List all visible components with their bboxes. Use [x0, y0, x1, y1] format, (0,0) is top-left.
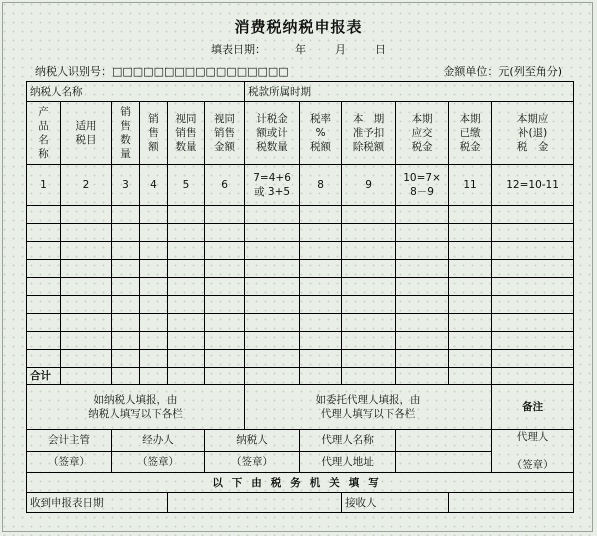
amount-unit-label: 金额单位：元(列至角分): [443, 65, 562, 78]
header-tax-item: 适用 税目: [61, 102, 112, 165]
header-tax-rate: 税率 % 税额: [300, 102, 342, 165]
remarks-label: 备注: [492, 385, 574, 430]
table-cell[interactable]: [396, 224, 449, 242]
col-num-9: 9: [342, 165, 396, 206]
total-cell[interactable]: [61, 368, 112, 385]
table-cell[interactable]: [396, 260, 449, 278]
total-cell[interactable]: [492, 368, 574, 385]
year-label: 年: [295, 43, 306, 56]
table-cell[interactable]: [245, 242, 300, 260]
table-cell[interactable]: [27, 206, 61, 224]
table-cell[interactable]: [61, 296, 112, 314]
table-cell[interactable]: [396, 314, 449, 332]
table-cell[interactable]: [112, 332, 140, 350]
table-cell[interactable]: [168, 242, 205, 260]
table-cell[interactable]: [396, 296, 449, 314]
table-cell[interactable]: [112, 224, 140, 242]
handler-label: 经办人: [112, 430, 205, 452]
total-row: [27, 368, 574, 385]
table-cell[interactable]: [300, 242, 342, 260]
agent-stamp: （签章）: [511, 459, 554, 471]
table-cell[interactable]: [61, 224, 112, 242]
col-num-5: 5: [168, 165, 205, 206]
total-cell[interactable]: [396, 368, 449, 385]
header-tax-due-refund: 本期应 补(退) 税 金: [492, 102, 574, 165]
table-cell[interactable]: [140, 242, 168, 260]
receiver-label: 接收人: [342, 493, 449, 513]
table-cell[interactable]: [168, 314, 205, 332]
table-cell[interactable]: [300, 224, 342, 242]
handler-stamp: （签章）: [112, 451, 205, 473]
column-number-row: [27, 165, 574, 206]
fill-date-line: [0, 41, 597, 57]
receipt-row: [27, 493, 574, 513]
table-cell[interactable]: [449, 224, 492, 242]
total-cell[interactable]: [342, 368, 396, 385]
table-cell[interactable]: [245, 206, 300, 224]
agent-label: 代理人: [516, 431, 549, 443]
col-num-8: 8: [300, 165, 342, 206]
table-cell[interactable]: [449, 278, 492, 296]
table-cell[interactable]: [300, 206, 342, 224]
total-cell[interactable]: [168, 368, 205, 385]
received-date-field[interactable]: [168, 493, 342, 513]
taxpayer-name-label: 纳税人名称: [27, 82, 245, 102]
table-cell[interactable]: [449, 314, 492, 332]
table-cell[interactable]: [492, 278, 574, 296]
table-row: [27, 314, 574, 332]
table-cell[interactable]: [300, 296, 342, 314]
total-cell[interactable]: [245, 368, 300, 385]
table-cell[interactable]: [342, 206, 396, 224]
table-row: [27, 260, 574, 278]
table-cell[interactable]: [300, 278, 342, 296]
header-taxable-amount: 计税金 额或计 税数量: [245, 102, 300, 165]
form-title: 消费税纳税申报表: [234, 18, 363, 36]
table-cell[interactable]: [61, 278, 112, 296]
table-cell[interactable]: [300, 260, 342, 278]
table-cell[interactable]: [205, 296, 245, 314]
table-cell[interactable]: [27, 332, 61, 350]
taxpayer-label: 纳税人: [205, 430, 300, 452]
table-cell[interactable]: [205, 224, 245, 242]
header-deductible-tax: 本 期 准予扣 除税额: [342, 102, 396, 165]
table-cell[interactable]: [27, 314, 61, 332]
tax-return-table: [26, 81, 574, 513]
signature-stamp-row: [27, 451, 574, 473]
header-tax-payable: 本期 应交 税金: [396, 102, 449, 165]
table-cell[interactable]: [112, 260, 140, 278]
col-num-12: 12=10-11: [492, 165, 574, 206]
table-row: [27, 242, 574, 260]
table-cell[interactable]: [449, 260, 492, 278]
table-cell[interactable]: [342, 260, 396, 278]
agent-name-label: 代理人名称: [300, 430, 396, 452]
table-cell[interactable]: [61, 242, 112, 260]
col-num-3: 3: [112, 165, 140, 206]
table-row: [27, 332, 574, 350]
taxpayer-stamp: （签章）: [205, 451, 300, 473]
table-cell[interactable]: [205, 260, 245, 278]
table-cell[interactable]: [27, 224, 61, 242]
table-cell[interactable]: [140, 224, 168, 242]
table-cell[interactable]: [245, 224, 300, 242]
table-cell[interactable]: [245, 350, 300, 368]
table-cell[interactable]: [396, 278, 449, 296]
col-num-1: 1: [27, 165, 61, 206]
table-cell[interactable]: [112, 242, 140, 260]
accountant-label: 会计主管: [27, 430, 112, 452]
table-row: [27, 296, 574, 314]
table-cell[interactable]: [27, 296, 61, 314]
table-cell[interactable]: [300, 350, 342, 368]
table-cell[interactable]: [140, 206, 168, 224]
table-cell[interactable]: [449, 332, 492, 350]
table-cell[interactable]: [168, 278, 205, 296]
tax-period-label: 税款所属时期: [245, 82, 574, 102]
table-cell[interactable]: [140, 278, 168, 296]
table-cell[interactable]: [168, 224, 205, 242]
table-cell[interactable]: [112, 314, 140, 332]
total-label: 合计: [27, 368, 61, 385]
col-num-7: 7=4+6 或 3+5: [245, 165, 300, 206]
total-cell[interactable]: [300, 368, 342, 385]
table-cell[interactable]: [61, 314, 112, 332]
agent-fill-note: 如委托代理人填报，由 代理人填写以下各栏: [245, 385, 492, 430]
table-row: [27, 278, 574, 296]
table-cell[interactable]: [168, 296, 205, 314]
table-cell[interactable]: [300, 332, 342, 350]
table-cell[interactable]: [492, 260, 574, 278]
table-cell[interactable]: [492, 350, 574, 368]
table-cell[interactable]: [300, 314, 342, 332]
table-cell[interactable]: [61, 350, 112, 368]
table-cell[interactable]: [342, 296, 396, 314]
header-sales-quantity: 销 售 数 量: [112, 102, 140, 165]
col-num-6: 6: [205, 165, 245, 206]
self-fill-note: 如纳税人填报，由 纳税人填写以下各栏: [27, 385, 245, 430]
table-cell[interactable]: [205, 278, 245, 296]
total-cell[interactable]: [449, 368, 492, 385]
table-cell[interactable]: [342, 332, 396, 350]
blank-data-rows: [27, 206, 574, 368]
table-cell[interactable]: [61, 332, 112, 350]
table-cell[interactable]: [168, 332, 205, 350]
agent-name-field[interactable]: [396, 430, 492, 452]
table-cell[interactable]: [449, 350, 492, 368]
table-cell[interactable]: [449, 206, 492, 224]
table-cell[interactable]: [27, 278, 61, 296]
table-cell[interactable]: [245, 332, 300, 350]
table-cell[interactable]: [396, 242, 449, 260]
table-cell[interactable]: [140, 296, 168, 314]
table-cell[interactable]: [245, 260, 300, 278]
table-cell[interactable]: [342, 314, 396, 332]
fill-date-label: 填表日期：: [211, 43, 266, 56]
table-cell[interactable]: [492, 314, 574, 332]
table-cell[interactable]: [342, 350, 396, 368]
taxpayer-id-label: 纳税人识别号：□□□□□□□□□□□□□□□□□: [35, 65, 289, 78]
day-label: 日: [375, 43, 386, 56]
table-cell[interactable]: [205, 332, 245, 350]
table-cell[interactable]: [140, 260, 168, 278]
table-cell[interactable]: [27, 260, 61, 278]
col-num-11: 11: [449, 165, 492, 206]
table-cell[interactable]: [27, 350, 61, 368]
table-cell[interactable]: [112, 206, 140, 224]
month-label: 月: [335, 43, 346, 56]
table-cell[interactable]: [140, 314, 168, 332]
tax-office-row: [27, 473, 574, 493]
table-cell[interactable]: [112, 296, 140, 314]
table-cell[interactable]: [492, 332, 574, 350]
table-cell[interactable]: [396, 206, 449, 224]
table-cell[interactable]: [342, 278, 396, 296]
table-row: [27, 224, 574, 242]
column-headers: [27, 102, 574, 165]
tax-office-fill-label: 以下由税务机关填写: [27, 473, 574, 493]
table-cell[interactable]: [492, 296, 574, 314]
table-cell[interactable]: [245, 296, 300, 314]
table-cell[interactable]: [168, 260, 205, 278]
fill-instruction-row: [27, 385, 574, 430]
table-cell[interactable]: [245, 278, 300, 296]
table-cell[interactable]: [27, 242, 61, 260]
table-cell[interactable]: [396, 350, 449, 368]
total-cell[interactable]: [112, 368, 140, 385]
col-num-2: 2: [61, 165, 112, 206]
table-cell[interactable]: [245, 314, 300, 332]
table-cell[interactable]: [205, 350, 245, 368]
header-deemed-sales-quantity: 视同 销售 数量: [168, 102, 205, 165]
table-row: [27, 206, 574, 224]
table-cell[interactable]: [205, 242, 245, 260]
table-cell[interactable]: [112, 350, 140, 368]
table-cell[interactable]: [112, 278, 140, 296]
table-cell[interactable]: [396, 332, 449, 350]
signature-label-row: [27, 430, 574, 452]
table-cell[interactable]: [492, 242, 574, 260]
accountant-stamp: （签章）: [27, 451, 112, 473]
agent-address-label: 代理人地址: [300, 451, 396, 473]
table-row: [27, 350, 574, 368]
agent-address-field[interactable]: [396, 451, 492, 473]
table-cell[interactable]: [492, 206, 574, 224]
table-cell[interactable]: [140, 350, 168, 368]
header-sales-amount: 销 售 额: [140, 102, 168, 165]
table-cell[interactable]: [140, 332, 168, 350]
agent-sign-cell: [492, 430, 574, 473]
receiver-field[interactable]: [449, 493, 574, 513]
table-cell[interactable]: [205, 206, 245, 224]
total-cell[interactable]: [140, 368, 168, 385]
table-cell[interactable]: [342, 242, 396, 260]
table-cell[interactable]: [61, 206, 112, 224]
table-cell[interactable]: [492, 224, 574, 242]
header-tax-paid: 本期 已缴 税金: [449, 102, 492, 165]
table-cell[interactable]: [449, 242, 492, 260]
col-num-4: 4: [140, 165, 168, 206]
header-deemed-sales-amount: 视同 销售 金额: [205, 102, 245, 165]
col-num-10: 10=7× 8－9: [396, 165, 449, 206]
table-cell[interactable]: [61, 260, 112, 278]
header-product-name: 产 品 名 称: [27, 102, 61, 165]
table-cell[interactable]: [168, 206, 205, 224]
total-cell[interactable]: [205, 368, 245, 385]
table-cell[interactable]: [205, 314, 245, 332]
received-date-label: 收到申报表日期: [27, 493, 168, 513]
table-cell[interactable]: [449, 296, 492, 314]
table-cell[interactable]: [168, 350, 205, 368]
table-cell[interactable]: [342, 224, 396, 242]
